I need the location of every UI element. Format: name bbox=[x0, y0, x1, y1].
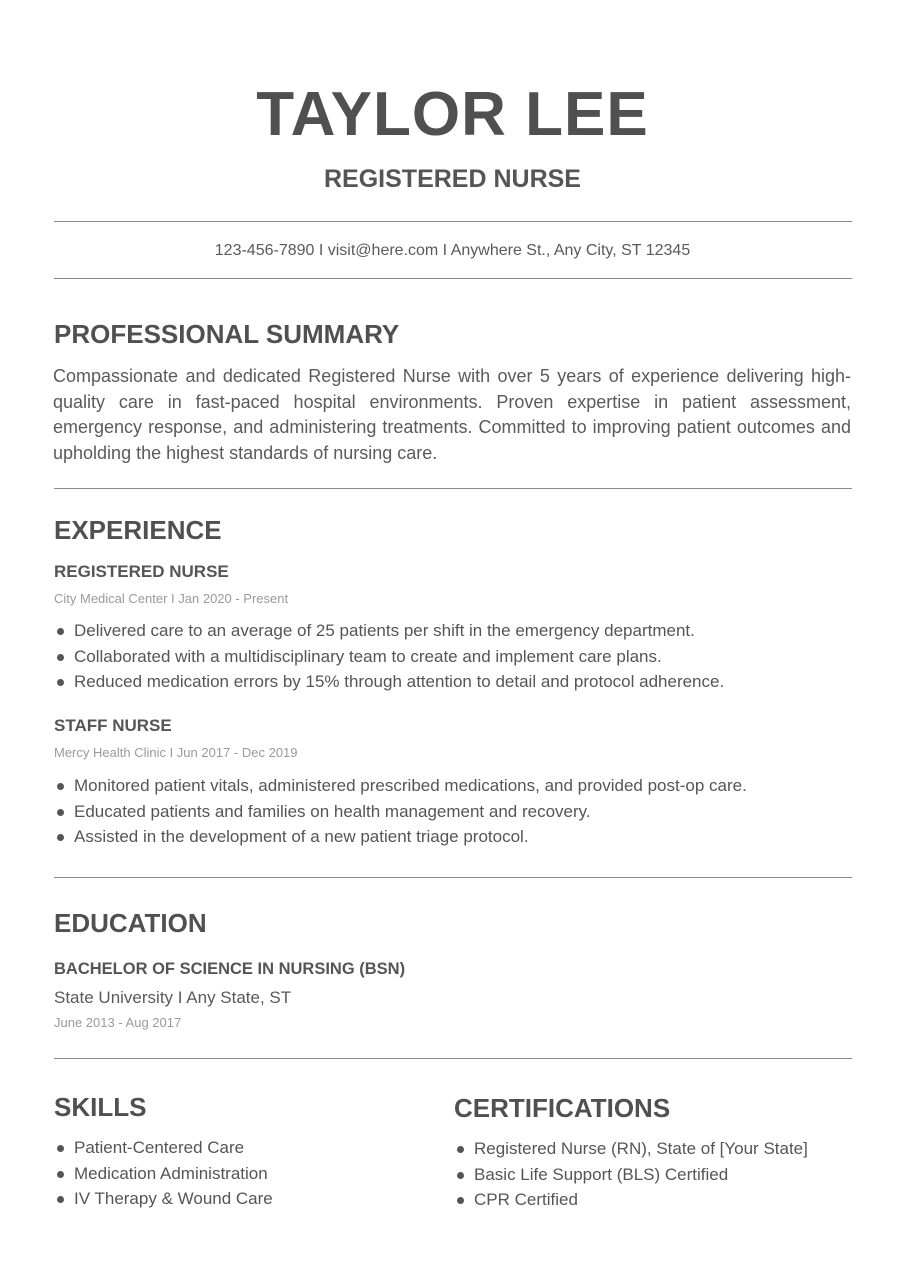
list-item: Monitored patient vitals, administered prescribed medications, and provided post-op care. bbox=[54, 773, 747, 799]
job-bullets bbox=[54, 773, 747, 850]
divider bbox=[54, 1058, 852, 1059]
divider bbox=[54, 488, 852, 489]
list-item: Delivered care to an average of 25 patients per shift in the emergency department. bbox=[54, 618, 724, 644]
list-item: IV Therapy & Wound Care bbox=[54, 1186, 273, 1212]
divider bbox=[54, 221, 852, 222]
job-bullets bbox=[54, 618, 724, 695]
list-item: Collaborated with a multidisciplinary team to create and implement care plans. bbox=[54, 644, 724, 670]
job-meta: City Medical Center I Jan 2020 - Present bbox=[54, 591, 289, 606]
divider bbox=[54, 877, 852, 878]
job-title: REGISTERED NURSE bbox=[54, 562, 229, 581]
list-item: Registered Nurse (RN), State of [Your State] bbox=[454, 1136, 808, 1162]
list-item: Medication Administration bbox=[54, 1161, 273, 1187]
certifications-heading: CERTIFICATIONS bbox=[454, 1093, 671, 1123]
list-item: Patient-Centered Care bbox=[54, 1135, 273, 1161]
school-name: State University I Any State, ST bbox=[54, 988, 292, 1007]
list-item: CPR Certified bbox=[454, 1187, 808, 1213]
summary-heading: PROFESSIONAL SUMMARY bbox=[54, 319, 400, 349]
list-item: Assisted in the development of a new patient triage protocol. bbox=[54, 824, 747, 850]
contact-line: 123-456-7890 I visit@here.com I Anywhere St., Any City, ST 12345 bbox=[214, 242, 691, 259]
list-item: Educated patients and families on health management and recovery. bbox=[54, 799, 747, 825]
education-dates: June 2013 - Aug 2017 bbox=[54, 1015, 182, 1030]
degree-title: BACHELOR OF SCIENCE IN NURSING (BSN) bbox=[54, 960, 406, 978]
list-item: Basic Life Support (BLS) Certified bbox=[454, 1162, 808, 1188]
certifications-list bbox=[454, 1136, 808, 1213]
divider bbox=[54, 278, 852, 279]
experience-heading: EXPERIENCE bbox=[54, 515, 222, 545]
list-item: Reduced medication errors by 15% through attention to detail and protocol adherence. bbox=[54, 669, 724, 695]
skills-heading: SKILLS bbox=[54, 1092, 147, 1122]
education-heading: EDUCATION bbox=[54, 908, 207, 938]
summary-text: Compassionate and dedicated Registered Nurse with over 5 years of experience delivering high-quality care in fast-paced hospital environments. Proven expertise in patient assessment, emergency response, and administering treatments. Committed to improving patient outcomes and upholding the highest standards of nursing care. bbox=[53, 366, 851, 463]
candidate-title: REGISTERED NURSE bbox=[324, 165, 581, 193]
skills-list bbox=[54, 1135, 273, 1212]
job-title: STAFF NURSE bbox=[54, 716, 172, 735]
candidate-name: TAYLOR LEE bbox=[256, 80, 649, 149]
job-meta: Mercy Health Clinic I Jun 2017 - Dec 2019 bbox=[54, 745, 298, 760]
